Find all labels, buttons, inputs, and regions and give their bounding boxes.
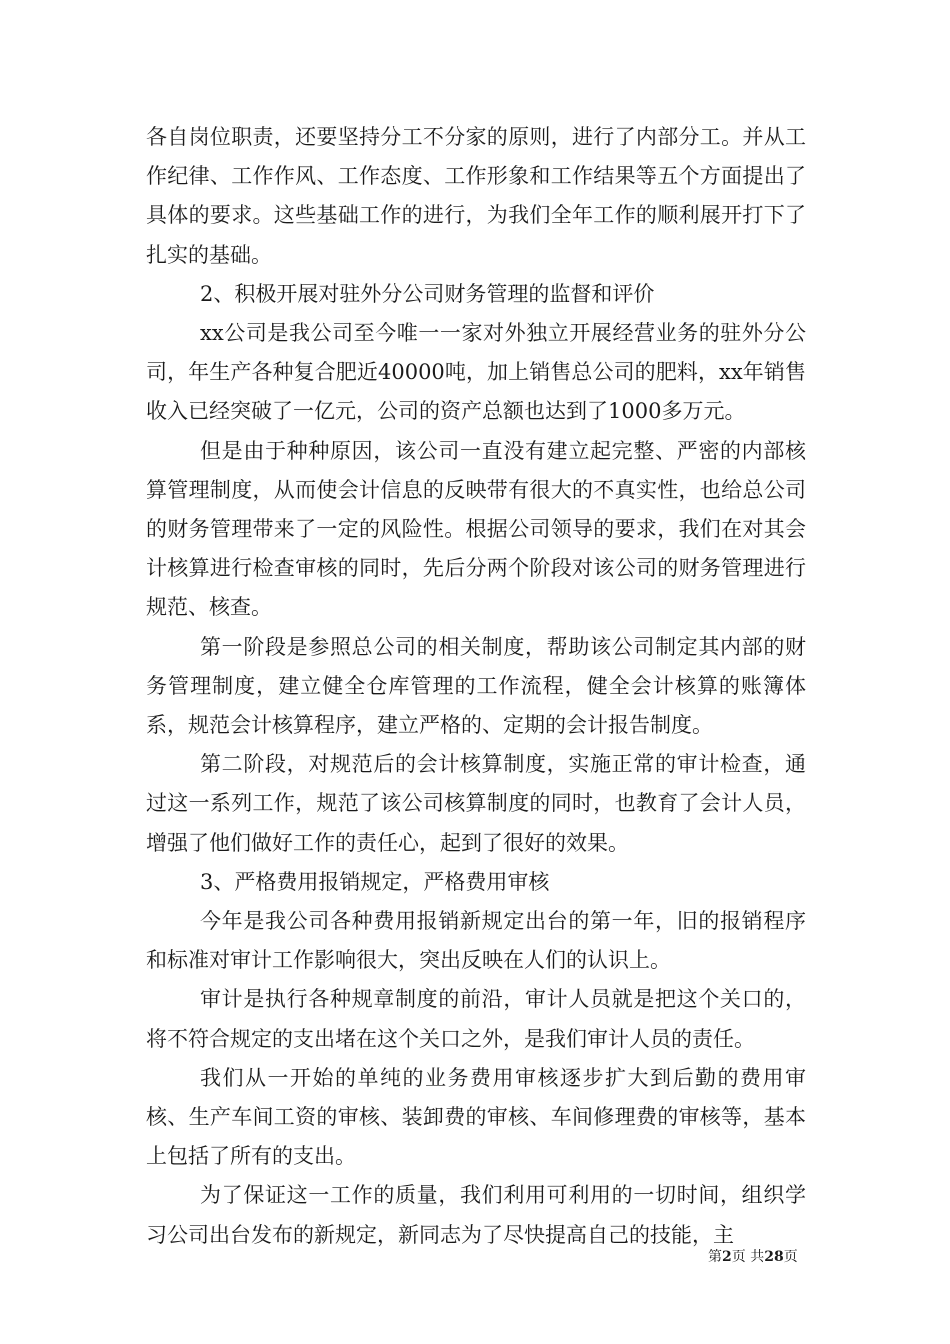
footer-current-page: 2 [722, 1249, 732, 1265]
paragraph-4: 但是由于种种原因，该公司一直没有建立起完整、严密的内部核算管理制度，从而使会计信息的反映带有很大的不真实性，也给总公司的财务管理带来了一定的风险性。根据公司领导的要求，我们在对其会计核算进行检查审核的同时，先后分两个阶段对该公司的财务管理进行规范、核查。 [146, 438, 806, 620]
section-heading-3: 3、严格费用报销规定，严格费用审核 [200, 869, 550, 894]
paragraph-6: 第二阶段，对规范后的会计核算制度，实施正常的审计检查，通过这一系列工作，规范了该公司核算制度的同时，也教育了会计人员，增强了他们做好工作的责任心，起到了很好的效果。 [146, 752, 806, 855]
page-footer [708, 1248, 798, 1266]
paragraph-9: 审计是执行各种规章制度的前沿，审计人员就是把这个关口的，将不符合规定的支出堵在这个关口之外，是我们审计人员的责任。 [146, 987, 806, 1051]
paragraph-10: 我们从一开始的单纯的业务费用审核逐步扩大到后勤的费用审核、生产车间工资的审核、装卸费的审核、车间修理费的审核等，基本上包括了所有的支出。 [146, 1065, 806, 1169]
footer-middle: 页 共 [731, 1249, 765, 1265]
section-heading-2: 2、积极开展对驻外分公司财务管理的监督和评价 [200, 281, 655, 306]
paragraph-8: 今年是我公司各种费用报销新规定出台的第一年，旧的报销程序和标准对审计工作影响很大，突出反映在人们的认识上。 [146, 909, 806, 973]
footer-suffix: 页 [783, 1249, 798, 1265]
paragraph-11: 为了保证这一工作的质量，我们利用可利用的一切时间，组织学习公司出台发布的新规定，新同志为了尽快提高自己的技能，主 [146, 1183, 806, 1247]
footer-prefix: 第 [708, 1249, 722, 1265]
document-body [146, 118, 806, 1255]
paragraph-5: 第一阶段是参照总公司的相关制度，帮助该公司制定其内部的财务管理制度，建立健全仓库管理的工作流程，健全会计核算的账簿体系，规范会计核算程序，建立严格的、定期的会计报告制度。 [146, 634, 806, 738]
footer-total-pages: 28 [764, 1249, 784, 1265]
paragraph-3: xx公司是我公司至今唯一一家对外独立开展经营业务的驻外分公司，年生产各种复合肥近40000吨，加上销售总公司的肥料，xx年销售收入已经突破了一亿元，公司的资产总额也达到了1000多万元。 [146, 321, 806, 424]
paragraph-1: 各自岗位职责，还要坚持分工不分家的原则，进行了内部分工。并从工作纪律、工作作风、工作态度、工作形象和工作结果等五个方面提出了具体的要求。这些基础工作的进行，为我们全年工作的顺利展开打下了扎实的基础。 [146, 125, 806, 267]
